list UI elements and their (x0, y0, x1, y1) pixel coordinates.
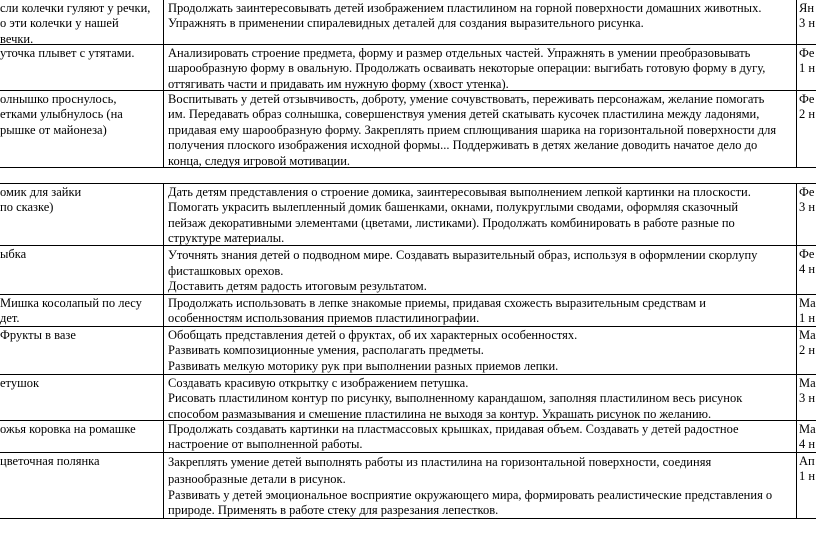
topic-cell: цветочная полянка (0, 454, 100, 468)
content-paragraph: Доставить детям радость итоговым результатом. (168, 279, 427, 294)
content-paragraph: Продолжать использовать в лепке знакомые приемы, придавая схожесть выразительным средствам и особенностям использования приемов пластилинографии. (168, 296, 706, 326)
content-cell (168, 376, 794, 422)
date-cell: Ян 3 н (799, 1, 816, 31)
topic-cell: сли колечки гуляют у речки, о эти колечки у нашей вечки. (0, 1, 151, 46)
content-paragraph: Продолжать создавать картинки на пластмассовых крышках, придавая объем. Создавать у детей радостное настроение от выполненной работы. (168, 422, 739, 452)
column-divider (796, 0, 797, 167)
content-paragraph: Воспитывать у детей отзывчивость, доброту, умение сочувствовать, переживать персонажам, желание помогать им. Передавать образ солнышка, совершенствуя умения детей скатывать кусочек пластилина между ладонями, придавая ему шарообразную форму. Закреплять прием сплющивания шарика на горизонтальной поверхности для получения плоского изображения исходной формы... Поддерживать в детях желание доводить начатое дело до конца, следуя игровой мотивации. (168, 92, 777, 168)
column-divider (163, 0, 164, 167)
content-paragraph: разнообразные детали в рисунок. (168, 472, 346, 486)
topic-cell: етушок (0, 376, 40, 390)
content-paragraph: Развивать мелкую моторику рук при выполнении разных приемов лепки. (168, 358, 559, 373)
content-cell (168, 1, 794, 32)
topic-cell: олнышко проснулось, етками улыбнулось (на рышке от майонеза) (0, 92, 123, 137)
date-cell: Ма 1 н (799, 296, 816, 326)
content-paragraph: Развивать у детей эмоциональное восприятие окружающего мира, формировать реалистические представления о природе. Применять в работе стеку для разрезания лепестков. (168, 488, 773, 518)
content-paragraph: Рисовать пластилином контур по рисунку, выполненному карандашом, заполняя пластилином весь рисунок способом размазывания и смешение пластилина не выходя за контур. Украшать рисунок по желанию. (168, 391, 743, 421)
content-paragraph: Продолжать заинтересовывать детей изображением пластилином на горной поверхности домашних животных. Упражнять в применении спиралевидных деталей для создания выразительного рисунка. (168, 1, 762, 31)
date-cell: Ма 3 н (799, 376, 816, 406)
content-paragraph: Закреплять умение детей выполнять работы из пластилина на горизонтальной поверхности, соединяя (168, 455, 712, 469)
row-divider (0, 183, 816, 184)
date-cell: Фе 4 н (799, 247, 816, 277)
topic-cell: Фрукты в вазе (0, 328, 76, 342)
content-paragraph: Создавать красивую открытку с изображением петушка. (168, 376, 469, 390)
content-cell (168, 296, 794, 327)
topic-cell: уточка плывет с утятами. (0, 46, 135, 60)
date-cell: Фе 2 н (799, 92, 816, 122)
date-cell: Фе 1 н (799, 46, 816, 76)
content-cell (168, 328, 794, 374)
content-paragraph: Развивать композиционные умения, располагать предметы. (168, 343, 484, 358)
topic-cell: ыбка (0, 247, 27, 261)
column-divider (796, 183, 797, 518)
content-paragraph: Анализировать строение предмета, форму и размер отдельных частей. Упражнять в умении преобразовывать шарообразную форму в овальную. Продолжать осваивать некоторые операции: выгибать готовую форму в дугу, оттягивать части и придавать им нужную форму (хвост утенка). (168, 46, 766, 91)
date-cell: Ма 2 н (799, 328, 816, 358)
topic-cell: ожья коровка на ромашке (0, 422, 136, 436)
content-cell (168, 247, 794, 295)
content-cell (168, 422, 794, 453)
topic-cell: омик для зайки по сказке) (0, 185, 82, 215)
date-cell: Ап 1 н (799, 454, 816, 484)
content-paragraph: Дать детям представления о строение домика, заинтересовывая выполнением лепкой картинки на плоскости. Помогать украсить вылепленный домик башенками, окнами, полукруглыми сводами, оформляя сказочный пейзаж декоративными элементами (цветами, листиками). Продолжать комбинировать в работе разные по структуре материалы. (168, 185, 751, 246)
date-cell: Фе 3 н (799, 185, 816, 215)
content-cell (168, 185, 794, 247)
content-cell (168, 454, 794, 519)
content-paragraph: Обобщать представления детей о фруктах, об их характерных особенностях. (168, 328, 578, 342)
content-cell (168, 46, 794, 92)
topic-cell: Мишка косолапый по лесу дет. (0, 296, 142, 326)
column-divider (163, 183, 164, 518)
content-cell (168, 92, 794, 169)
content-paragraph: Уточнять знания детей о подводном мире. Создавать выразительный образ, используя в оформлении скорлупу фисташковых орехов. (168, 248, 758, 279)
date-cell: Ма 4 н (799, 422, 816, 452)
